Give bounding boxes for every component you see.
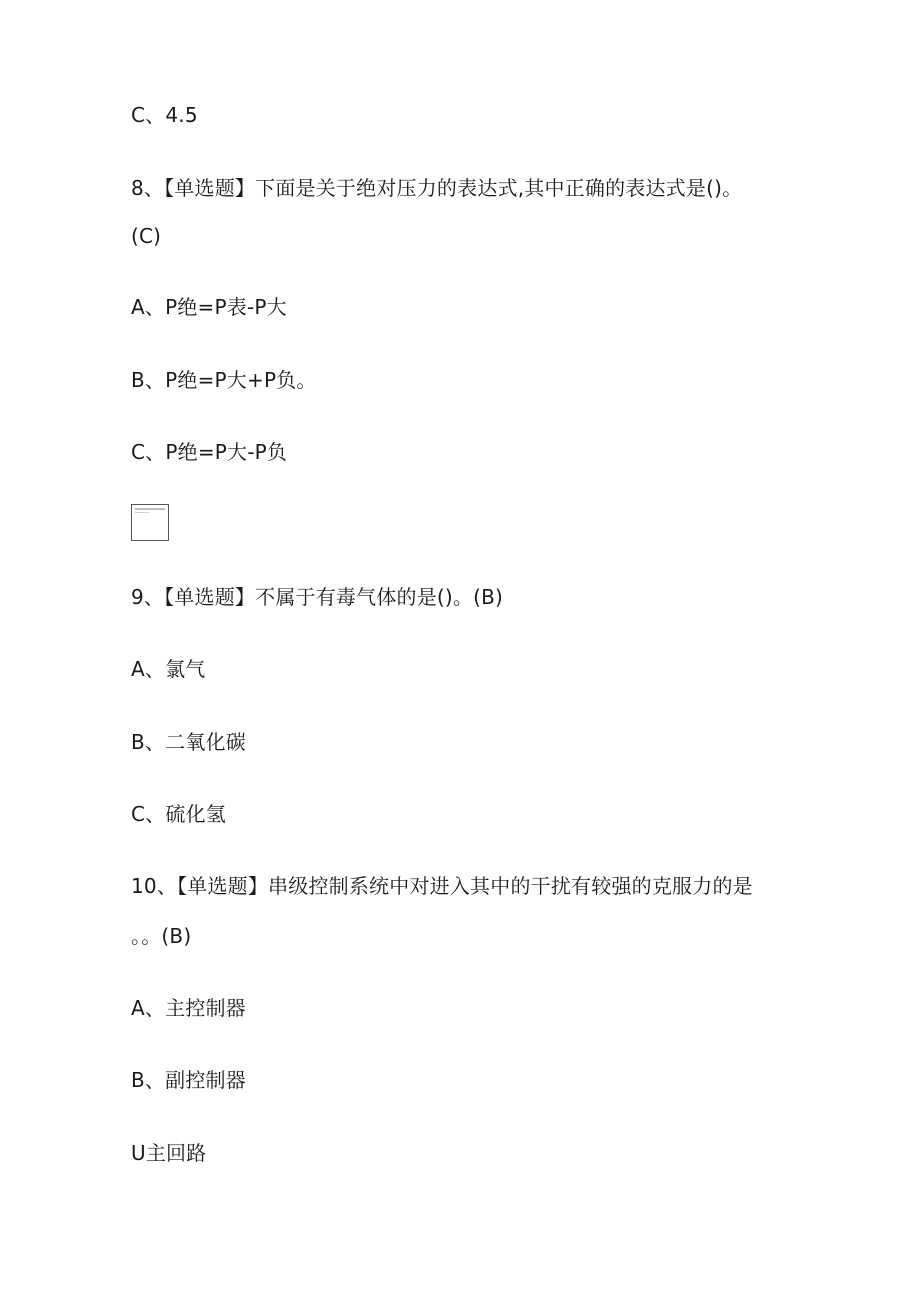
q8-answer: (C) <box>131 224 162 248</box>
q8-option-c: C、P绝=P大-P负 <box>131 440 288 464</box>
q8-question: 8、【单选题】下面是关于绝对压力的表达式,其中正确的表达式是()。 <box>131 176 743 200</box>
thumbnail-scribble <box>135 512 149 513</box>
q9-option-c: C、硫化氢 <box>131 802 226 826</box>
q9-option-a: A、氯气 <box>131 657 206 681</box>
q10-option-a: A、主控制器 <box>131 996 246 1020</box>
q10-option-c: U主回路 <box>131 1141 207 1165</box>
q8-option-b: B、P绝=P大+P负。 <box>131 368 317 392</box>
q7-option-c: C、4.5 <box>131 103 198 127</box>
q10-option-b: B、副控制器 <box>131 1068 246 1092</box>
q10-answer: 。。(B) <box>131 924 192 948</box>
thumbnail-scribble <box>135 508 165 510</box>
embedded-image-thumbnail <box>131 504 169 541</box>
q8-option-a: A、P绝=P表-P大 <box>131 295 287 319</box>
q10-question: 10、【单选题】串级控制系统中对进入其中的干扰有较强的克服力的是 <box>131 874 753 898</box>
q9-question: 9、【单选题】不属于有毒气体的是()。(B) <box>131 585 504 609</box>
q9-option-b: B、二氧化碳 <box>131 730 246 754</box>
